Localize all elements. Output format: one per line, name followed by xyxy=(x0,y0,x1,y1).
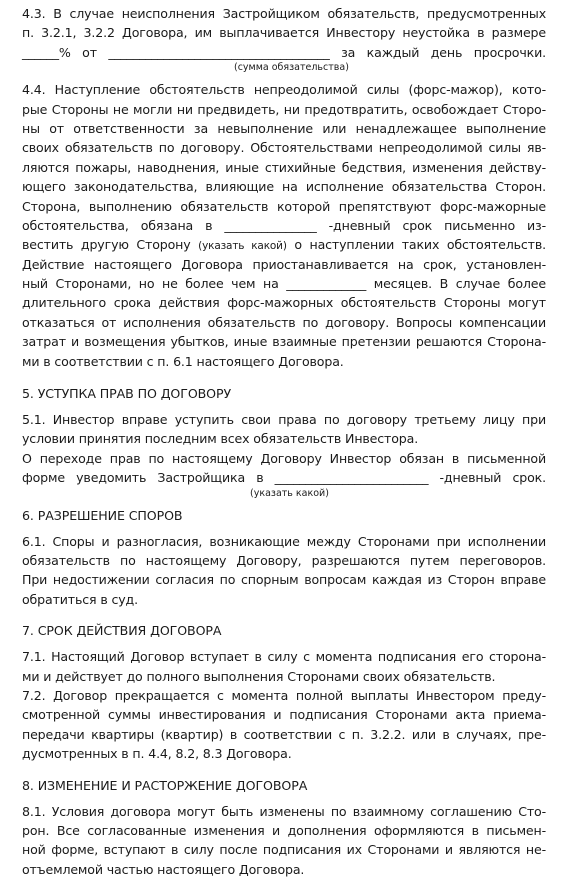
spacer xyxy=(22,371,546,384)
text-line: длительного срока действия форс-мажорных обстоятельств Стороны могут xyxy=(22,295,546,311)
text-line: Сторона, выполнению обязательств которой препятствуют форс-мажорные xyxy=(22,198,546,214)
clause-6-1 xyxy=(22,532,546,610)
text-line: дусмотренных в п. 4.4, 8.2, 8.3 Договора. xyxy=(22,746,292,762)
text-line: ны от ответственности за невыполнение или ненадлежащее выполнение xyxy=(22,120,546,136)
text-line: смотренной суммы инвестирования и подписания Сторонами акта приема- xyxy=(22,707,546,723)
text-line: Действие настоящего Договора приостанавливается на срок, установлен- xyxy=(22,256,546,272)
text-line: обратиться в суд. xyxy=(22,591,138,607)
text-line: 4.3. В случае неисполнения Застройщиком обязательств, предусмотренных xyxy=(22,6,546,21)
text-line: условии принятия последним всех обязательств Инвестора. xyxy=(22,431,419,447)
field-hint: (сумма обязательства) xyxy=(234,62,349,74)
spacer xyxy=(22,73,546,80)
text-line: рые Стороны не могли ни предвидеть, ни предотвратить, освобождает Сторо- xyxy=(22,101,546,117)
text-line: 4.4. Наступление обстоятельств непреодолимой силы (форс-мажор), кото- xyxy=(22,82,546,98)
text-line: 7.2. Договор прекращается с момента полной выплаты Инвестором преду- xyxy=(22,687,546,703)
text-line: 8.1. Условия договора могут быть изменены по взаимному соглашению Сто- xyxy=(22,803,546,819)
spacer xyxy=(22,640,546,647)
text-line: обязательств по настоящему Договору, разрешаются путем переговоров. xyxy=(22,552,546,568)
text-line: отказаться от исполнения обязательств по договору. Вопросы компенсации xyxy=(22,314,546,330)
spacer xyxy=(22,609,546,621)
section-heading: 5. УСТУПКА ПРАВ ПО ДОГОВОРУ xyxy=(22,386,232,402)
section-heading: 6. РАЗРЕШЕНИЕ СПОРОВ xyxy=(22,507,183,523)
clause-7-2 xyxy=(22,686,546,764)
clause-4-4 xyxy=(22,80,546,371)
field-hint: (указать какой) xyxy=(198,240,287,253)
text-line: ной форме, вступают в силу после подписания их Сторонами и являются не- xyxy=(22,842,546,858)
text-fragment: о наступлении таких обстоятельств. xyxy=(286,237,546,253)
field-hint: (указать какой) xyxy=(250,487,329,499)
clause-8-1 xyxy=(22,802,546,880)
text-line: передачи квартиры (квартир) в соответствии с п. 3.2.2. или в случаях, пре- xyxy=(22,726,546,742)
text-line: 5.1. Инвестор вправе уступить свои права по договору третьему лицу при xyxy=(22,412,546,428)
text-line: ющего законодательства, влияющие на исполнение обязательства Сторон. xyxy=(22,179,546,195)
text-line: О переходе прав по настоящему Договору Инвестор обязан в письменной xyxy=(22,450,546,466)
text-line xyxy=(22,235,546,254)
text-line: 7.1. Настоящий Договор вступает в силу с момента подписания его сторона- xyxy=(22,649,546,665)
clause-7-1 xyxy=(22,647,546,686)
spacer xyxy=(22,795,546,802)
section-heading: 7. СРОК ДЕЙСТВИЯ ДОГОВОРА xyxy=(22,623,222,639)
text-line: ный Сторонами, но не более чем на _____________ месяцев. В случае более xyxy=(22,276,546,292)
contract-page xyxy=(22,4,546,879)
spacer xyxy=(22,499,546,506)
text-line: п. 3.2.1, 3.2.2 Договора, им выплачивается Инвестору неустойка в размере xyxy=(22,25,546,41)
text-line: ляются пожары, наводнения, иные стихийные бедствия, изменения действу- xyxy=(22,159,546,175)
clause-4-3 xyxy=(22,4,546,73)
text-fragment: вестить другую Сторону xyxy=(22,237,199,253)
spacer xyxy=(22,403,546,410)
text-line: затрат и возмещения убытков, иные взаимные претензии решаются Сторона- xyxy=(22,334,546,350)
text-line: ______% от ____________________________________ за каждый день просрочки. xyxy=(22,44,546,60)
text-line: 6.1. Споры и разногласия, возникающие между Сторонами при исполнении xyxy=(22,533,546,549)
spacer xyxy=(22,525,546,532)
text-line: ми в соответствии с п. 6.1 настоящего Договора. xyxy=(22,353,344,369)
text-line: форме уведомить Застройщика в _________________________ -дневный срок. xyxy=(22,470,546,486)
text-line: рон. Все согласованные изменения и дополнения оформляются в письмен- xyxy=(22,822,546,838)
text-line: своих обязательств по договору. Обстоятельствами непреодолимой силы яв- xyxy=(22,140,546,156)
spacer xyxy=(22,764,546,776)
section-heading: 8. ИЗМЕНЕНИЕ И РАСТОРЖЕНИЕ ДОГОВОРА xyxy=(22,777,308,793)
text-line: ми и действует до полного выполнения Сторонами своих обязательств. xyxy=(22,668,496,684)
text-line: обстоятельства, обязана в _______________ -дневный срок письменно из- xyxy=(22,217,546,233)
text-line: При недостижении согласия по спорным вопросам каждая из Сторон вправе xyxy=(22,572,546,588)
text-line: отъемлемой частью настоящего Договора. xyxy=(22,861,305,877)
clause-5-1 xyxy=(22,410,546,499)
